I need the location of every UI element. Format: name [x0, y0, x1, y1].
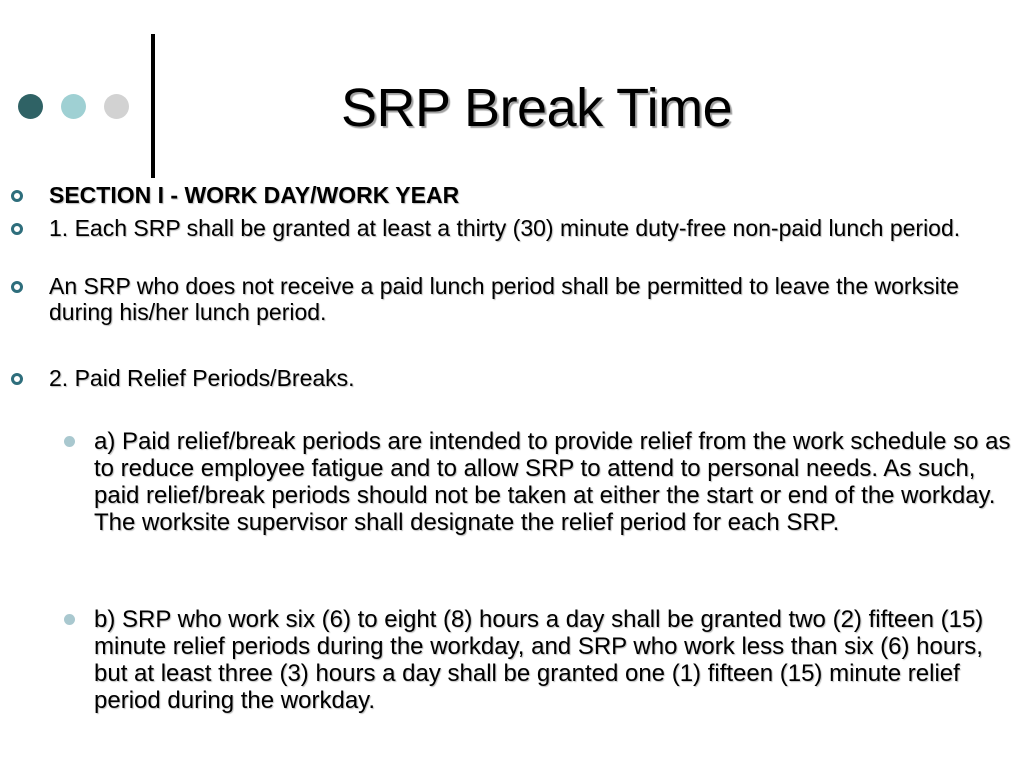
bullet-paid-relief [49, 365, 999, 391]
bullet-leave-worksite [49, 273, 999, 325]
dot-bullet-icon [64, 436, 75, 447]
decorative-dot-gray [104, 94, 129, 119]
decorative-dot-dark [18, 94, 43, 119]
bullet-text: SECTION I - WORK DAY/WORK YEAR [49, 182, 460, 208]
sub-bullet-text: b) SRP who work six (6) to eight (8) hours a day shall be granted two (2) fifteen (15) minute relief periods during the workday, and SRP who work less than six (6) hours, but at least three (3) hours a day shall be granted one (1) fifteen (15) minute relief period during the workday. [94, 606, 984, 714]
sub-bullet-text: a) Paid relief/break periods are intended to provide relief from the work schedule so as to reduce employee fatigue and to allow SRP to attend to personal needs. As such, paid relief/break periods should not be taken at either the start or end of the workday. The worksite supervisor shall designate the relief period for each SRP. [94, 428, 1011, 536]
bullet-text: 1. Each SRP shall be granted at least a thirty (30) minute duty-free non-paid lunch period. [49, 215, 961, 241]
bullet-text: An SRP who does not receive a paid lunch period shall be permitted to leave the worksite during his/her lunch period. [49, 273, 959, 325]
ring-bullet-icon [11, 190, 23, 202]
sub-bullet-b [94, 606, 1014, 714]
ring-bullet-icon [11, 223, 23, 235]
bullet-text: 2. Paid Relief Periods/Breaks. [49, 365, 355, 391]
ring-bullet-icon [11, 373, 23, 385]
ring-bullet-icon [11, 281, 23, 293]
bullet-section-heading [49, 182, 999, 208]
sub-bullet-a [94, 428, 1014, 536]
slide-title: SRP Break Time [341, 78, 733, 138]
title-divider [151, 34, 155, 178]
decorative-dot-light-teal [61, 94, 86, 119]
bullet-lunch-period [49, 215, 999, 241]
dot-bullet-icon [64, 614, 75, 625]
